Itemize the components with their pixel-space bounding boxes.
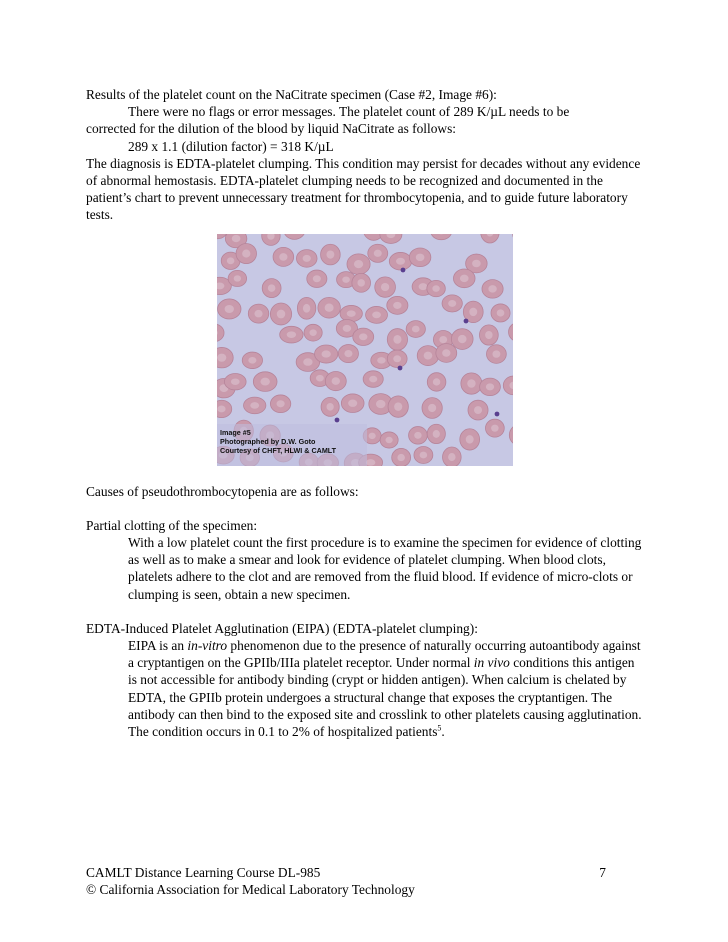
- figure-caption: [220, 428, 336, 455]
- caption-photographer: Photographed by D.W. Goto: [220, 436, 316, 446]
- diagnosis-paragraph: The diagnosis is EDTA-platelet clumping. This condition may persist for decades without any evidence of abnormal hemostasis. EDTA-platelet clumping needs to be recognized and documented in the patient’s chart to prevent unnecessary treatment for thrombocytopenia, and to guide future laboratory tests.: [86, 155, 641, 223]
- footer-course: CAMLT Distance Learning Course DL-985: [86, 865, 321, 880]
- blood-smear-figure: [217, 234, 513, 466]
- eipa-text: EIPA is an in-vitro phenomenon due to the presence of naturally occurring autoantibody against a cryptantigen on the GPIIb/IIIa platelet receptor. Under normal in vivo conditions this antigen is not accessible for antibody binding (crypt or hidden antigen). When calcium is chelated by EDTA, the GPIIb protein undergoes a structural change that exposes the cryptantigen. The antibody can then bind to the exposed site and crosslink to other platelets causing agglutination. The condition occurs in 0.1 to 2% of hospitalized patients$^5$.: [128, 638, 642, 740]
- caption-courtesy: Courtesy of CHFT, HLWI & CAMLT: [220, 445, 337, 455]
- reference-superscript: 5: [437, 723, 442, 733]
- footer-page-number: 7: [599, 865, 606, 880]
- results-heading: Results of the platelet count on the NaCitrate specimen (Case #2, Image #6):: [86, 87, 497, 102]
- caption-image-number: Image #5: [220, 427, 251, 437]
- eipa-heading: EDTA-Induced Platelet Agglutination (EIPA) (EDTA-platelet clumping):: [86, 620, 478, 636]
- causes-intro: Causes of pseudothrombocytopenia are as follows:: [86, 483, 359, 499]
- footer-copyright: © California Association for Medical Laboratory Technology: [86, 882, 415, 898]
- dilution-formula: 289 x 1.1 (dilution factor) = 318 K/µL: [128, 138, 334, 154]
- results-line-1: There were no flags or error messages. The platelet count of 289 K/µL needs to be: [128, 104, 570, 120]
- partial-clotting-text: With a low platelet count the first procedure is to examine the specimen for evidence of clotting as well as to make a smear and look for evidence of platelet clumping. When blood clots, platelets adhere to the clot and are removed from the fluid blood. If evidence of micro-clots or clumping is seen, obtain a new specimen.: [128, 535, 642, 602]
- page-footer: [86, 864, 606, 898]
- partial-clotting-heading: Partial clotting of the specimen:: [86, 517, 258, 533]
- document-body: [86, 86, 646, 740]
- results-line-2: corrected for the dilution of the blood by liquid NaCitrate as follows:: [86, 121, 457, 137]
